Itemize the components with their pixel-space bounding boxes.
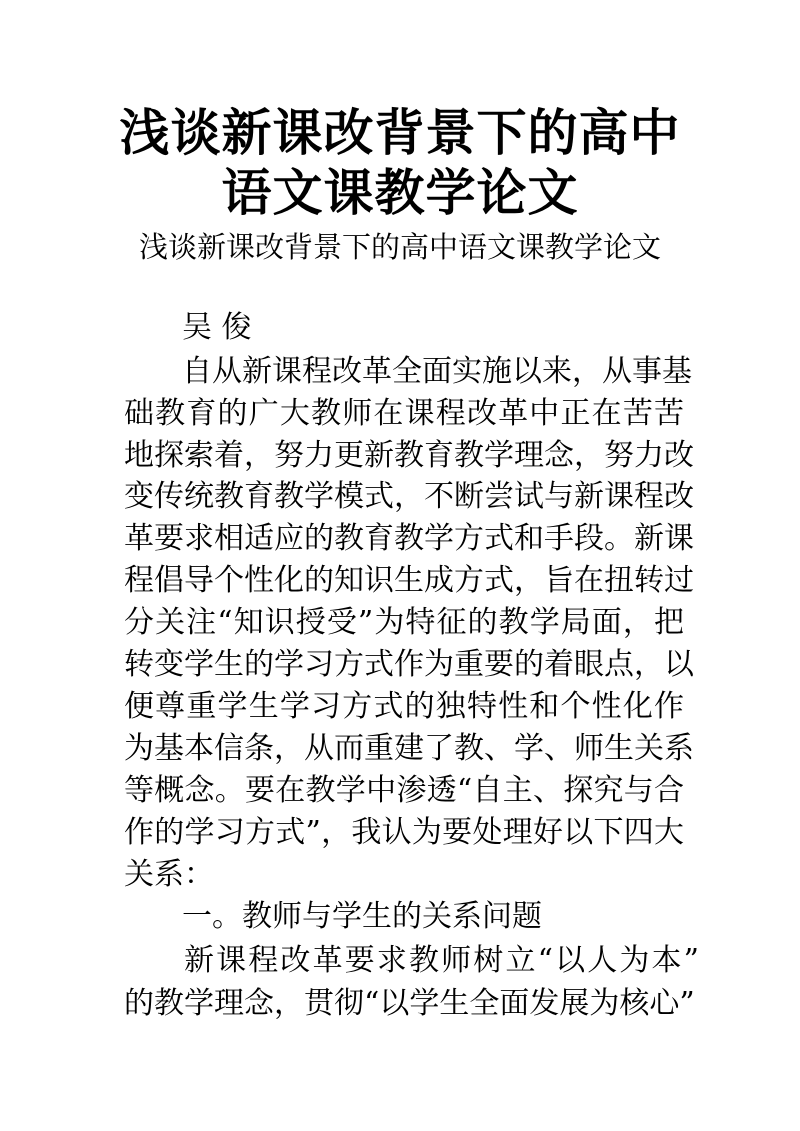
paragraph-line: 程倡导个性化的知识生成方式，旨在扭转过 xyxy=(124,563,694,598)
document-title-line-2: 语文课教学论文 xyxy=(221,163,579,222)
author-name: 吴 俊 xyxy=(182,310,252,345)
paragraph-line: 作的学习方式”，我认为要处理好以下四大 xyxy=(124,815,684,850)
paragraph-line: 便尊重学生学习方式的独特性和个性化作 xyxy=(124,689,684,724)
paragraph-line: 自从新课程改革全面实施以来，从事基 xyxy=(182,354,692,389)
section-heading: 一。教师与学生的关系问题 xyxy=(182,899,542,934)
paragraph-line: 的教学理念，贯彻“以学生全面发展为核心” xyxy=(124,986,695,1021)
paragraph-line: 地探索着，努力更新教育教学理念，努力改 xyxy=(124,438,694,473)
paragraph-line: 新课程改革要求教师树立“以人为本” xyxy=(184,943,699,978)
document-title-line-1: 浅谈新课改背景下的高中 xyxy=(119,103,681,162)
paragraph-line: 础教育的广大教师在课程改革中正在苦苦 xyxy=(124,396,684,431)
paragraph-line: 为基本信条，从而重建了教、学、师生关系 xyxy=(124,731,694,766)
paragraph-line: 革要求相适应的教育教学方式和手段。新课 xyxy=(124,521,694,556)
paragraph-line: 分关注“知识授受”为特征的教学局面，把 xyxy=(124,605,684,640)
paragraph-line: 变传统教育教学模式，不断尝试与新课程改 xyxy=(124,479,694,514)
paragraph-line: 转变学生的学习方式作为重要的着眼点，以 xyxy=(124,647,694,682)
paragraph-line: 关系： xyxy=(124,857,214,892)
document-subtitle: 浅谈新课改背景下的高中语文课教学论文 xyxy=(138,230,661,264)
paragraph-line: 等概念。要在教学中渗透“自主、探究与合 xyxy=(124,773,684,808)
